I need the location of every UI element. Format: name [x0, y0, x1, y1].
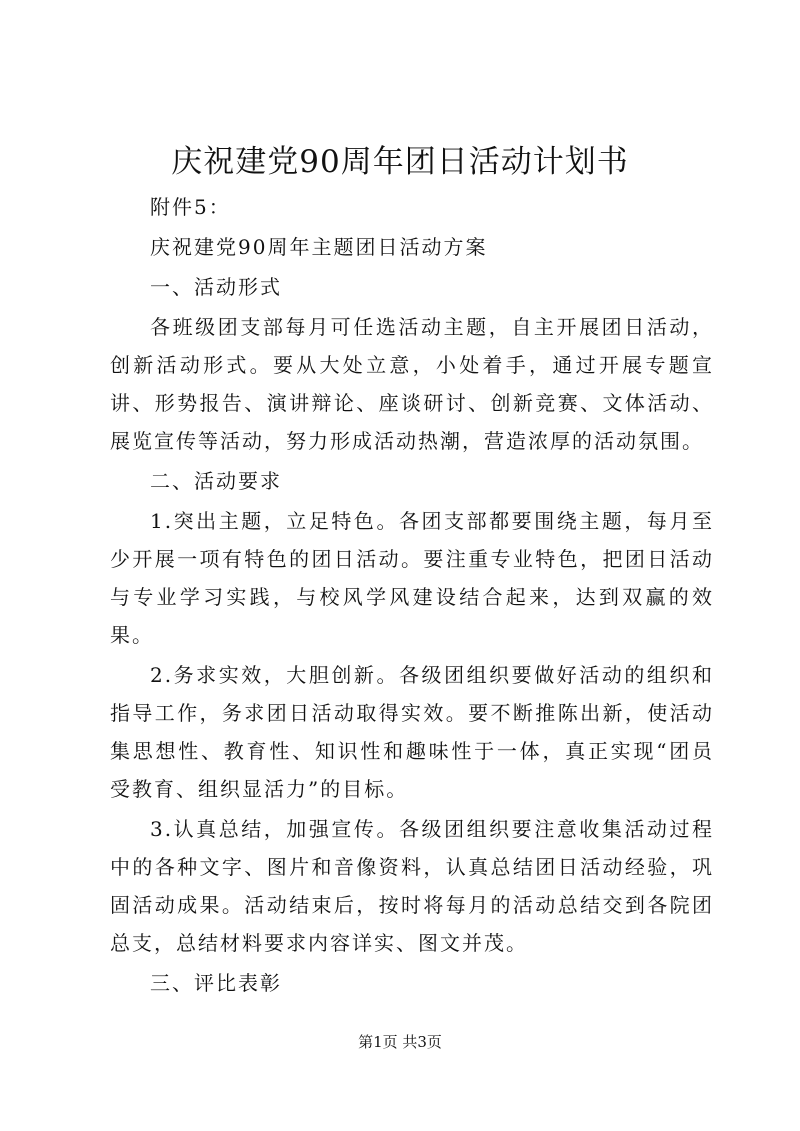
paragraph-requirement-2: 2.务求实效，大胆创新。各级团组织要做好活动的组织和指导工作，务求团日活动取得实效。要不断推陈出新，使活动集思想性、教育性、知识性和趣味性于一体，真正实现“团员受教育、组织显活力”的目标。 — [110, 663, 714, 801]
page-footer: 第1页 共3页 — [358, 1033, 442, 1051]
section-heading-evaluation: 三、评比表彰 — [150, 971, 282, 995]
paragraph-requirement-3: 3.认真总结，加强宣传。各级团组织要注意收集活动过程中的各种文字、图片和音像资料，认真总结团日活动经验，巩固活动成果。活动结束后，按时将每月的活动总结交到各院团总支，总结材料要求内容详实、图文并茂。 — [110, 817, 714, 955]
document-title: 庆祝建党90周年团日活动计划书 — [171, 144, 629, 180]
paragraph-activity-form: 各班级团支部每月可任选活动主题，自主开展团日活动，创新活动形式。要从大处立意，小处着手，通过开展专题宣讲、形势报告、演讲辩论、座谈研讨、创新竞赛、文体活动、展览宣传等活动，努力形成活动热潮，营造浓厚的活动氛围。 — [110, 315, 714, 453]
paragraph-requirement-1: 1.突出主题，立足特色。各团支部都要围绕主题，每月至少开展一项有特色的团日活动。要注重专业特色，把团日活动与专业学习实践，与校风学风建设结合起来，达到双赢的效果。 — [110, 509, 714, 647]
plan-subtitle: 庆祝建党90周年主题团日活动方案 — [150, 235, 488, 259]
attachment-label: 附件5： — [150, 195, 231, 219]
document-body — [110, 188, 714, 1004]
section-heading-activity-form: 一、活动形式 — [150, 275, 282, 299]
section-heading-activity-requirements: 二、活动要求 — [150, 469, 282, 493]
